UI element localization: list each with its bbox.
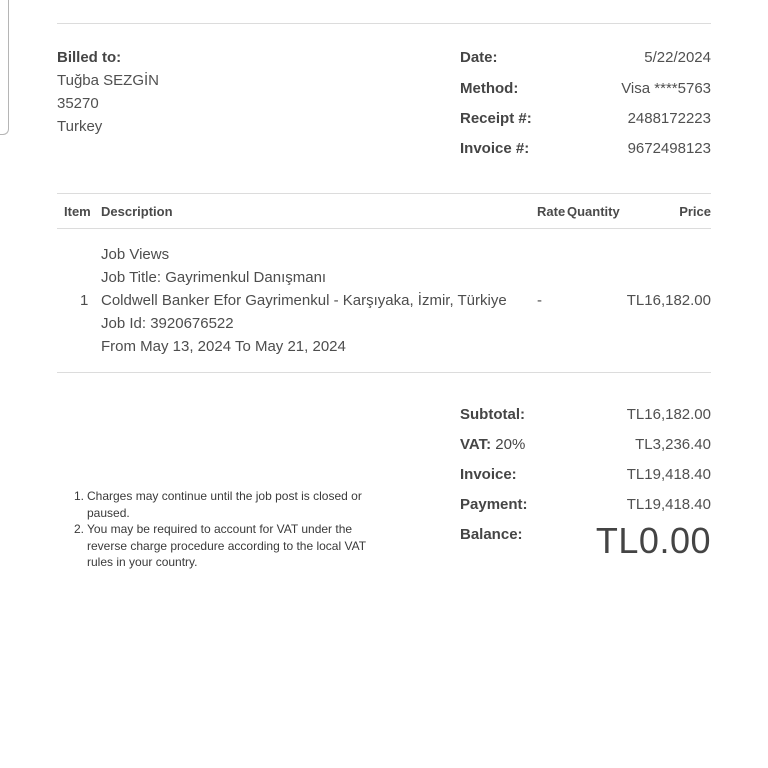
invoice-number-label: Invoice #: [460, 140, 530, 157]
invoice-total-label: Invoice: [460, 466, 517, 483]
method-label: Method: [460, 80, 519, 97]
note-item [74, 521, 387, 571]
row-rate: - [537, 292, 542, 309]
notes-list [74, 488, 387, 571]
note-line: paused. [87, 505, 130, 520]
vat-rate: 20% [495, 436, 526, 453]
row-description-line: From May 13, 2024 To May 21, 2024 [101, 338, 346, 355]
row-description-line: Job Id: 3920676522 [101, 315, 234, 332]
customer-postal-code: 35270 [57, 95, 99, 112]
invoice-total-value: TL19,418.40 [626, 466, 711, 483]
row-description-line: Job Views [101, 246, 170, 263]
column-header-item: Item [64, 204, 91, 219]
payment-label: Payment: [460, 496, 528, 513]
invoice-number-value: 9672498123 [627, 140, 711, 157]
note-number: 2. [74, 522, 85, 536]
receipt-number-label: Receipt #: [460, 110, 532, 127]
method-value: Visa ****5763 [621, 80, 711, 97]
customer-country: Turkey [57, 118, 103, 135]
table-header-divider [57, 228, 711, 229]
date-value: 5/22/2024 [644, 49, 711, 66]
table-top-divider [57, 193, 711, 194]
note-item [74, 488, 387, 521]
row-description-line: Coldwell Banker Efor Gayrimenkul - Karşıyaka, İzmir, Türkiye [101, 292, 507, 309]
window-frame-edge [0, 0, 9, 135]
subtotal-value: TL16,182.00 [626, 406, 711, 423]
vat-label: VAT: [460, 436, 492, 453]
row-price: TL16,182.00 [626, 292, 711, 309]
note-line: rules in your country. [87, 555, 198, 569]
date-label: Date: [460, 49, 498, 66]
column-header-description: Description [101, 204, 173, 219]
vat-value: TL3,236.40 [635, 436, 711, 453]
top-divider [57, 23, 711, 24]
note-number: 1. [74, 489, 85, 503]
note-line: You may be required to account for VAT under the [87, 522, 353, 536]
row-description-line: Job Title: Gayrimenkul Danışmanı [101, 269, 327, 286]
subtotal-label: Subtotal: [460, 406, 525, 423]
receipt-number-value: 2488172223 [627, 110, 711, 127]
vat-label-group [460, 436, 525, 453]
note-line: reverse charge procedure according to the local VAT [87, 538, 367, 553]
row-item-number: 1 [80, 292, 89, 309]
table-bottom-divider [57, 372, 711, 373]
column-header-rate: Rate [537, 204, 566, 219]
balance-value: TL0.00 [595, 520, 711, 561]
note-line: Charges may continue until the job post is closed or [87, 489, 362, 503]
column-header-price: Price [679, 204, 711, 219]
billed-to-label: Billed to: [57, 49, 122, 66]
balance-label: Balance: [460, 526, 523, 543]
column-header-quantity: Quantity [567, 204, 620, 219]
payment-value: TL19,418.40 [626, 496, 711, 513]
customer-name: Tuğba SEZGİN [57, 72, 159, 89]
